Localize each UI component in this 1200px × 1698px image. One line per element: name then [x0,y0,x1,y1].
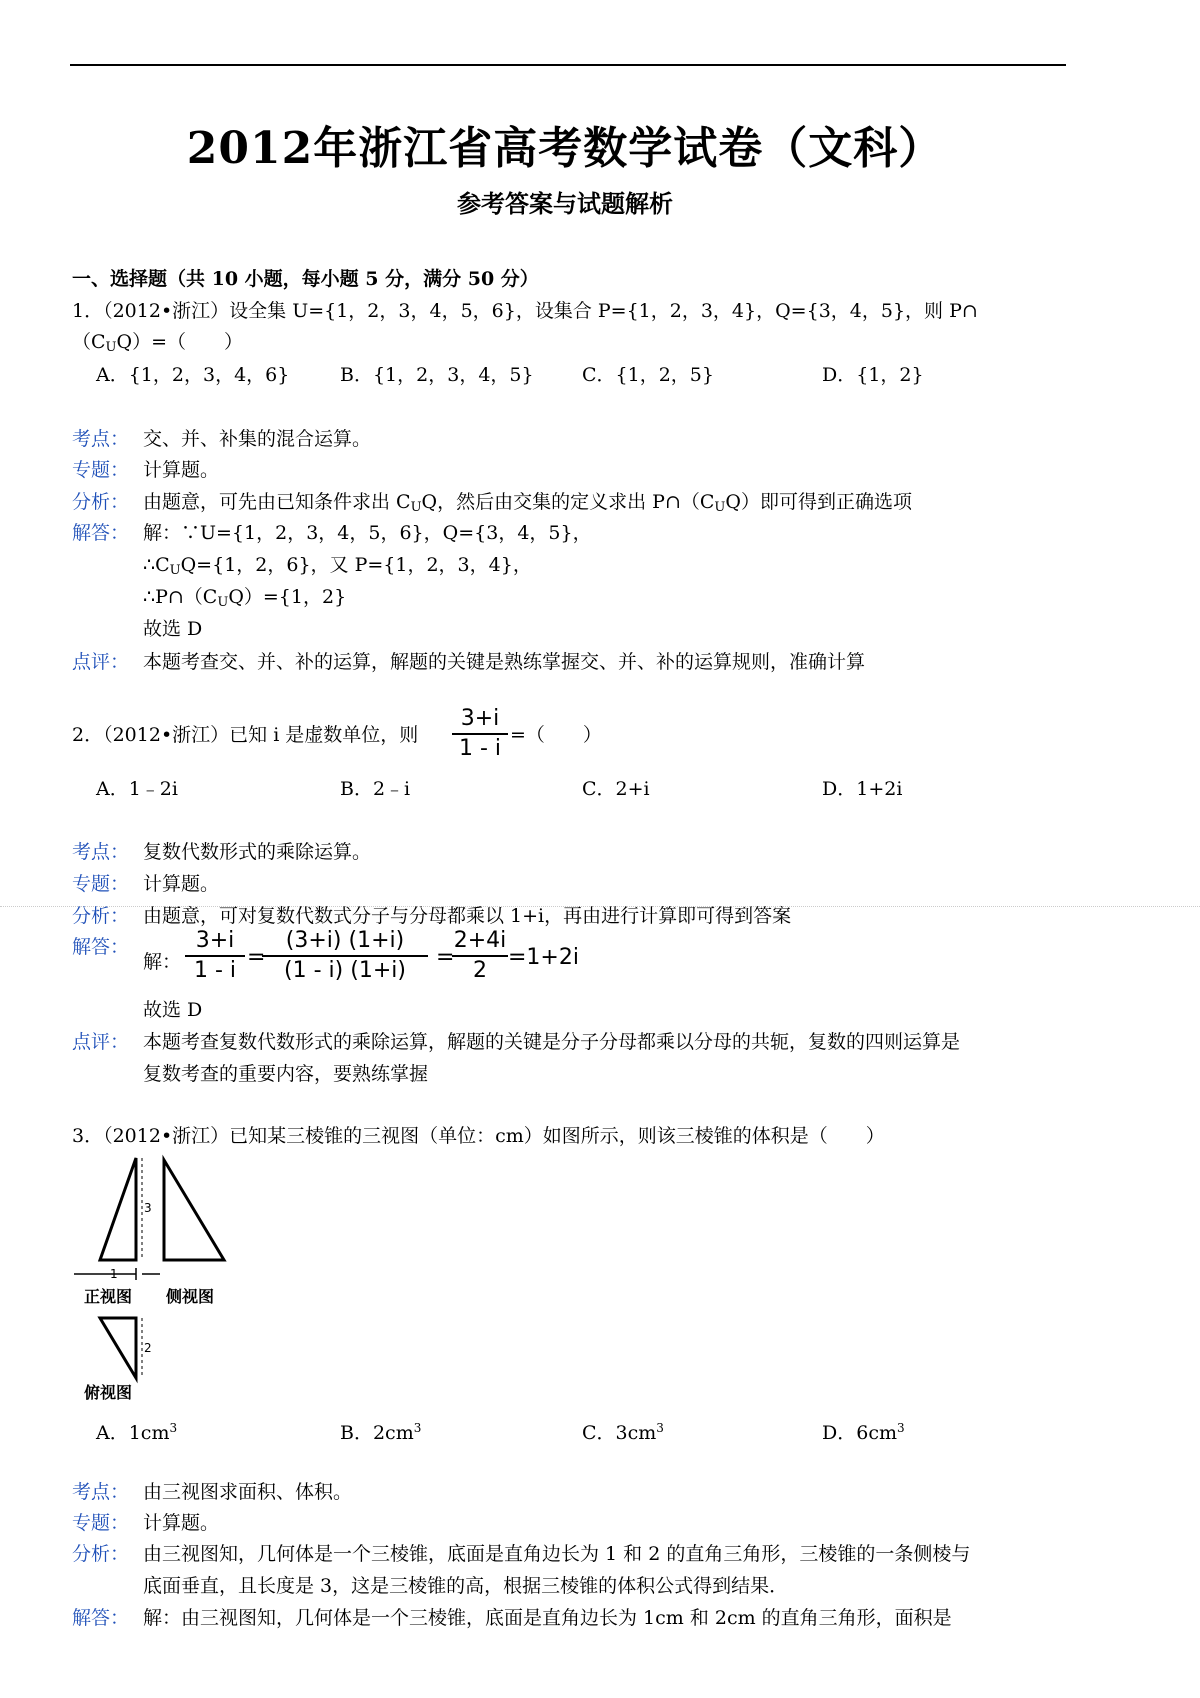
q2-eq-f1-numerator: 3+i [195,928,235,953]
q2-dianping-line1: 本题考查复数代数形式的乘除运算，解题的关键是分子分母都乘以分母的共轭，复数的四则运算是 [143,1031,961,1053]
q3-dim-1-label: 1 [110,1267,118,1281]
q3-zhuanti: 计算题。 [143,1512,220,1534]
q1-dianping-label: 点评： [72,651,130,673]
q2-kaodian-label: 考点： [72,841,130,863]
document-subtitle: 参考答案与试题解析 [457,189,673,218]
q2-eq-f3-denominator: 2 [473,958,487,983]
q3-zhuanti-label: 专题： [72,1512,130,1534]
q1-option-d: D．{1，2} [822,364,924,386]
q2-eq-result: =1+2i [508,945,579,970]
q2-dianping-label: 点评： [72,1031,130,1053]
q1-option-a: A．{1，2，3，4，6} [96,364,290,386]
q2-kaodian: 复数代数形式的乘除运算。 [143,841,372,863]
q3-fenxi-label: 分析： [72,1543,130,1565]
q3-jieda-label: 解答： [72,1607,130,1629]
q3-dim-2-label: 2 [144,1341,152,1355]
q2-stem-fraction-bar [452,733,508,735]
q2-eq-f1-denominator: 1 - i [193,958,237,983]
q3-fenxi-line1: 由三视图知，几何体是一个三棱锥，底面是直角边长为 1 和 2 的直角三角形，三棱锥的一条侧棱与 [143,1543,971,1565]
q3-kaodian-label: 考点： [72,1481,130,1503]
q2-eq-fraction-2 [262,928,428,984]
q2-option-c: C．2+i [582,778,650,800]
q3-jieda-line1: 解：由三视图知，几何体是一个三棱锥，底面是直角边长为 1cm 和 2cm 的直角三角形，面积是 [143,1607,952,1629]
q1-option-b: B．{1，2，3，4，5} [340,364,534,386]
q1-jieda-line3: $\therefore P\cap(C_UQ)=\{1$，2} [143,586,347,610]
q1-fenxi: 由题意，可先由已知条件求出 $C_UQ$，然后由交集的定义求出 $P\cap(C_UQ)$即可得到正确选项 [143,491,912,515]
q1-jieda-line4: 故选 D [143,618,203,640]
q2-jieda-line2: 故选 D [143,999,203,1021]
q1-kaodian: 交、并、补集的混合运算。 [143,428,372,450]
q3-top-view-label: 俯视图 [84,1383,133,1400]
q3-kaodian: 由三视图求面积、体积。 [143,1481,353,1503]
q2-eq-f2-denominator: (1 - i) (1+i) [284,958,406,983]
q1-jieda-line1: 解：∵U={1，2，3，4，5，6}，Q={3，4，5}， [143,522,592,544]
q3-three-view-figure [72,1150,237,1400]
q2-eq-f2-bar [262,955,428,957]
q3-option-c: C．$3cm^3$ [582,1421,664,1444]
q2-option-d: D．1+2i [822,778,903,800]
q3-option-d: D．$6cm^3$ [822,1421,905,1444]
q2-zhuanti-label: 专题： [72,873,130,895]
q3-dim-3-label: 3 [144,1201,152,1215]
q2-jieda-label: 解答： [72,936,130,958]
q2-fenxi: 由题意，可对复数代数式分子与分母都乘以 1+i，再由进行计算即可得到答案 [143,905,792,927]
q3-side-view [164,1160,224,1260]
q2-jieda-prefix: 解： [143,951,182,973]
q2-eq-f1-bar [185,955,245,957]
q2-fenxi-label: 分析： [72,905,130,927]
header-rule [70,64,1066,66]
q3-option-b: B．$2cm^3$ [340,1421,422,1444]
q2-eq-fraction-3 [452,928,508,984]
q2-option-b: B．2﹣i [340,778,411,800]
q2-dianping-line2: 复数考查的重要内容，要熟练掌握 [143,1063,429,1085]
q2-stem-numerator: 3+i [460,706,500,731]
q2-stem-fraction [452,706,508,762]
q2-zhuanti: 计算题。 [143,873,220,895]
q2-stem-denominator: 1 - i [458,736,502,761]
q2-eq-fraction-1 [185,928,245,984]
q3-side-view-label: 侧视图 [166,1287,215,1306]
q3-front-view [100,1158,142,1260]
q3-top-view [100,1318,142,1378]
q2-eq-f2-numerator: (3+i) (1+i) [285,928,405,953]
q1-dianping: 本题考查交、并、补的运算，解题的关键是熟练掌握交、并、补的运算规则，准确计算 [143,651,866,673]
q1-stem-line1: 1．（2012•浙江）设全集 U={1，2，3，4，5，6}，设集合 P={1，2，3，4}，Q={3，4，5}，则 P∩ [72,300,978,322]
q1-zhuanti: 计算题。 [143,459,220,481]
q1-kaodian-label: 考点： [72,428,130,450]
q3-front-view-label: 正视图 [84,1287,133,1306]
q3-fenxi-line2: 底面垂直，且长度是 3，这是三棱锥的高，根据三棱锥的体积公式得到结果． [143,1575,789,1597]
q2-eq-sign-1: = [247,945,266,970]
q3-option-a: A．$1cm^3$ [96,1421,178,1444]
q1-stem-line2: $(C_UQ)=$（ ） [72,331,244,355]
q2-eq-f3-bar [452,955,508,957]
q1-option-c: C．{1，2，5} [582,364,714,386]
document-title: 2012年浙江省高考数学试卷（文科） [186,123,944,174]
q1-jieda-line2: $\therefore C_UQ=\{1$，2，6}，又 P={1，2，3，4}， [143,554,532,578]
q1-zhuanti-label: 专题： [72,459,130,481]
q1-fenxi-label: 分析： [72,491,130,513]
q2-eq-f3-numerator: 2+4i [453,928,507,953]
q2-stem: 2．（2012•浙江）已知 i 是虚数单位，则 [72,724,419,746]
q3-stem: 3．（2012•浙江）已知某三棱锥的三视图（单位：cm）如图所示，则该三棱锥的体积是（ ） [72,1125,885,1147]
q2-option-a: A．1﹣2i [96,778,178,800]
section-heading: 一、选择题（共 10 小题，每小题 5 分，满分 50 分） [72,268,539,290]
q2-eq-sign-2: = [436,945,455,970]
q1-jieda-label: 解答： [72,522,130,544]
q2-stem-post: =（ ） [510,724,602,746]
